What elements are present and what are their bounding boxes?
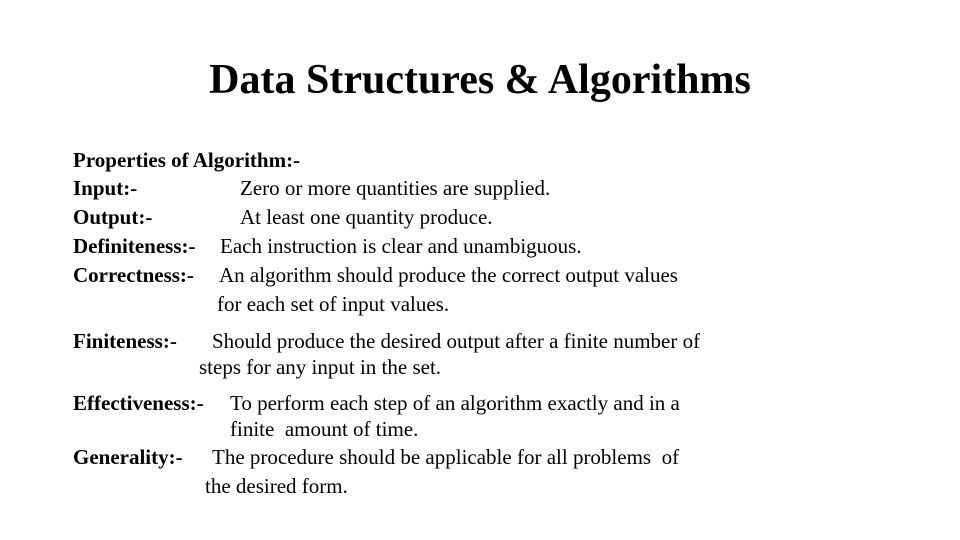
desc-finiteness-1: Should produce the desired output after a finite number of	[212, 329, 701, 353]
desc-input: Zero or more quantities are supplied.	[240, 176, 551, 200]
desc-finiteness-2: steps for any input in the set.	[199, 355, 442, 379]
desc-generality-2: the desired form.	[205, 474, 348, 498]
desc-correctness-1: An algorithm should produce the correct output values	[219, 263, 678, 287]
term-generality: Generality:-	[73, 445, 183, 469]
desc-correctness-2: for each set of input values.	[217, 292, 450, 316]
term-input: Input:-	[73, 176, 138, 200]
desc-effectiveness-1: To perform each step of an algorithm exactly and in a	[230, 391, 680, 415]
desc-definiteness: Each instruction is clear and unambiguous.	[220, 234, 582, 258]
term-effectiveness: Effectiveness:-	[73, 391, 204, 415]
properties-heading: Properties of Algorithm:-	[73, 148, 301, 172]
term-finiteness: Finiteness:-	[73, 329, 177, 353]
slide-title: Data Structures & Algorithms	[209, 57, 751, 103]
term-correctness: Correctness:-	[73, 263, 194, 287]
term-definiteness: Definiteness:-	[73, 234, 196, 258]
desc-generality-1: The procedure should be applicable for all problems of	[212, 445, 680, 469]
term-output: Output:-	[73, 205, 153, 229]
desc-effectiveness-2: finite amount of time.	[230, 417, 419, 441]
desc-output: At least one quantity produce.	[240, 205, 493, 229]
